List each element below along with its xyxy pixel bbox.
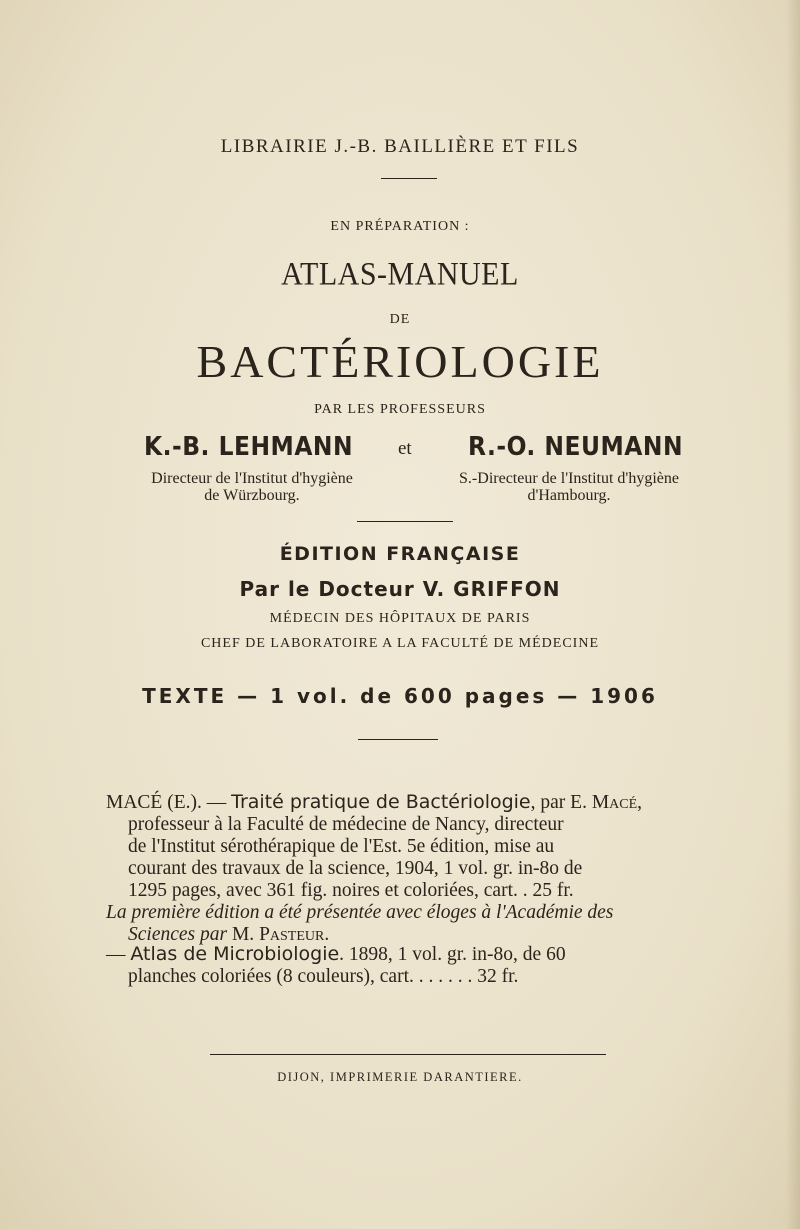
author-lehmann: K.-B. LEHMANN xyxy=(144,432,354,462)
translator-credential-1: MÉDECIN DES HÔPITAUX DE PARIS xyxy=(269,611,531,626)
advert-mace-line1: MACÉ (E.). — Traité pratique de Bactériologie, par E. Macé, xyxy=(106,791,643,813)
translator-line: Par le Docteur V. GRIFFON xyxy=(239,577,561,601)
author-lehmann-role-line1: Directeur de l'Institut d'hygiène xyxy=(151,470,353,487)
title-line-2: BACTÉRIOLOGIE xyxy=(196,336,604,387)
by-professors: PAR LES PROFESSEURS xyxy=(314,402,486,417)
printer-imprint: DIJON, IMPRIMERIE DARANTIERE. xyxy=(277,1070,523,1084)
advert-mace-line2: professeur à la Faculté de médecine de Nancy, directeur xyxy=(128,814,564,835)
divider-middle xyxy=(357,521,453,522)
author-neumann-role-line1: S.-Directeur de l'Institut d'hygiène xyxy=(459,470,679,487)
edition-heading: ÉDITION FRANÇAISE xyxy=(279,543,521,565)
publisher-heading: LIBRAIRIE J.-B. BAILLIÈRE ET FILS xyxy=(220,136,580,157)
volume-info: TEXTE — 1 vol. de 600 pages — 1906 xyxy=(142,684,658,708)
divider-lower xyxy=(358,739,438,740)
advert-mace-line4: courant des travaux de la science, 1904, 1 vol. gr. in-8o de xyxy=(128,858,583,879)
author-neumann-role-line2: d'Hambourg. xyxy=(527,487,611,504)
advert-mace-line5: 1295 pages, avec 361 fig. noires et coloriées, cart. . 25 fr. xyxy=(128,880,574,901)
author-lehmann-role xyxy=(128,470,376,504)
divider-top xyxy=(381,178,437,179)
advert-atlas-microbiologie xyxy=(106,943,698,988)
author-connector: et xyxy=(398,438,412,459)
translator-credential-2: CHEF DE LABORATOIRE A LA FACULTÉ DE MÉDECINE xyxy=(200,636,600,651)
advert-mace-note-line2: Sciences par M. Pasteur. xyxy=(128,924,330,945)
advert-atlas-title: Atlas de Microbiologie xyxy=(130,943,340,965)
preparation-notice: EN PRÉPARATION : xyxy=(330,219,470,234)
advert-mace xyxy=(106,791,698,946)
title-de: DE xyxy=(389,312,411,327)
title-line-1: ATLAS-MANUEL xyxy=(281,256,519,293)
advert-atlas-line2: planches coloriées (8 couleurs), cart. . . . . . . 32 fr. xyxy=(128,966,519,987)
advert-mace-note: La première édition a été présentée avec éloges à l'Académie des xyxy=(106,902,614,923)
advert-atlas-line1: — Atlas de Microbiologie. 1898, 1 vol. gr. in-8o, de 60 xyxy=(106,943,566,965)
divider-bottom xyxy=(210,1054,606,1055)
advert-mace-line3: de l'Institut sérothérapique de l'Est. 5e édition, mise au xyxy=(128,836,555,857)
author-lehmann-role-line2: de Würzbourg. xyxy=(204,487,300,504)
author-neumann-role xyxy=(438,470,700,504)
author-neumann: R.-O. NEUMANN xyxy=(468,432,684,462)
advert-mace-title: Traité pratique de Bactériologie xyxy=(231,791,531,813)
